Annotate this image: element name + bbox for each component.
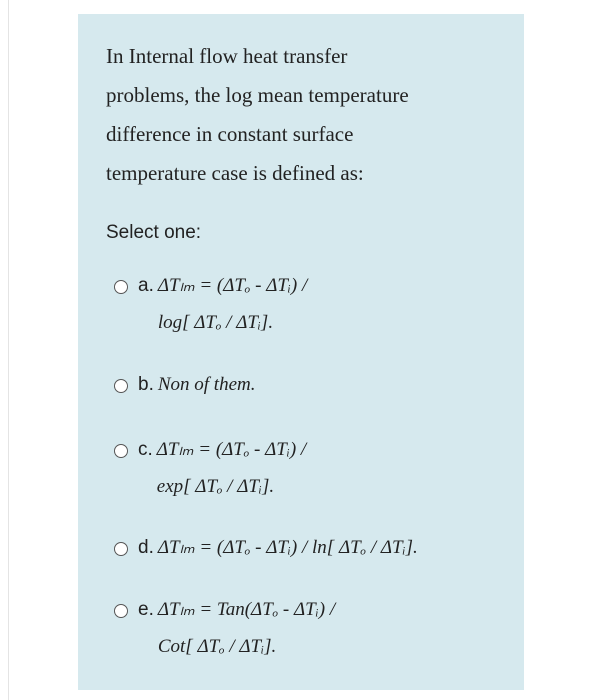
- option-e-line1: ΔTₗₘ = Tan(ΔTₒ - ΔTᵢ) /: [157, 599, 336, 620]
- option-d[interactable]: [114, 536, 418, 560]
- option-b-radio[interactable]: [114, 379, 128, 393]
- option-d-letter: d.: [138, 537, 154, 558]
- select-one-label: Select one:: [106, 222, 202, 243]
- question-line: In Internal flow heat transfer: [106, 44, 348, 68]
- option-c-letter: c.: [138, 439, 153, 460]
- option-a-letter: a.: [138, 275, 154, 296]
- option-b-line1: Non of them.: [157, 374, 256, 395]
- option-c-text: [157, 438, 306, 499]
- option-e-text: [158, 598, 335, 659]
- option-c-line1: ΔTₗₘ = (ΔTₒ - ΔTᵢ) /: [156, 439, 307, 460]
- option-d-line1: ΔTₗₘ = (ΔTₒ - ΔTᵢ) / ln[ ΔTₒ / ΔTᵢ].: [157, 537, 418, 558]
- option-c-radio[interactable]: [114, 444, 128, 458]
- question-card: [78, 14, 524, 690]
- question-line: problems, the log mean temperature: [106, 83, 409, 107]
- option-e-letter: e.: [138, 599, 154, 620]
- option-a-radio[interactable]: [114, 280, 128, 294]
- option-c-line2: exp[ ΔTₒ / ΔTᵢ].: [156, 476, 275, 497]
- option-a[interactable]: [114, 274, 307, 335]
- option-b-letter: b.: [138, 374, 154, 395]
- page-edge-divider: [8, 0, 9, 700]
- option-e[interactable]: [114, 598, 335, 659]
- option-c[interactable]: [114, 438, 306, 499]
- question-line: temperature case is defined as:: [106, 161, 364, 185]
- option-a-line2: log[ ΔTₒ / ΔTᵢ].: [157, 312, 274, 333]
- option-a-line1: ΔTₗₘ = (ΔTₒ - ΔTᵢ) /: [157, 275, 308, 296]
- question-text: [106, 37, 506, 193]
- option-b[interactable]: [114, 373, 256, 397]
- option-a-text: [158, 274, 307, 335]
- option-d-radio[interactable]: [114, 542, 128, 556]
- question-line: difference in constant surface: [106, 122, 354, 146]
- option-e-radio[interactable]: [114, 604, 128, 618]
- option-b-text: [158, 373, 256, 397]
- option-e-line2: Cot[ ΔTₒ / ΔTᵢ].: [157, 636, 277, 657]
- option-d-text: [158, 536, 418, 560]
